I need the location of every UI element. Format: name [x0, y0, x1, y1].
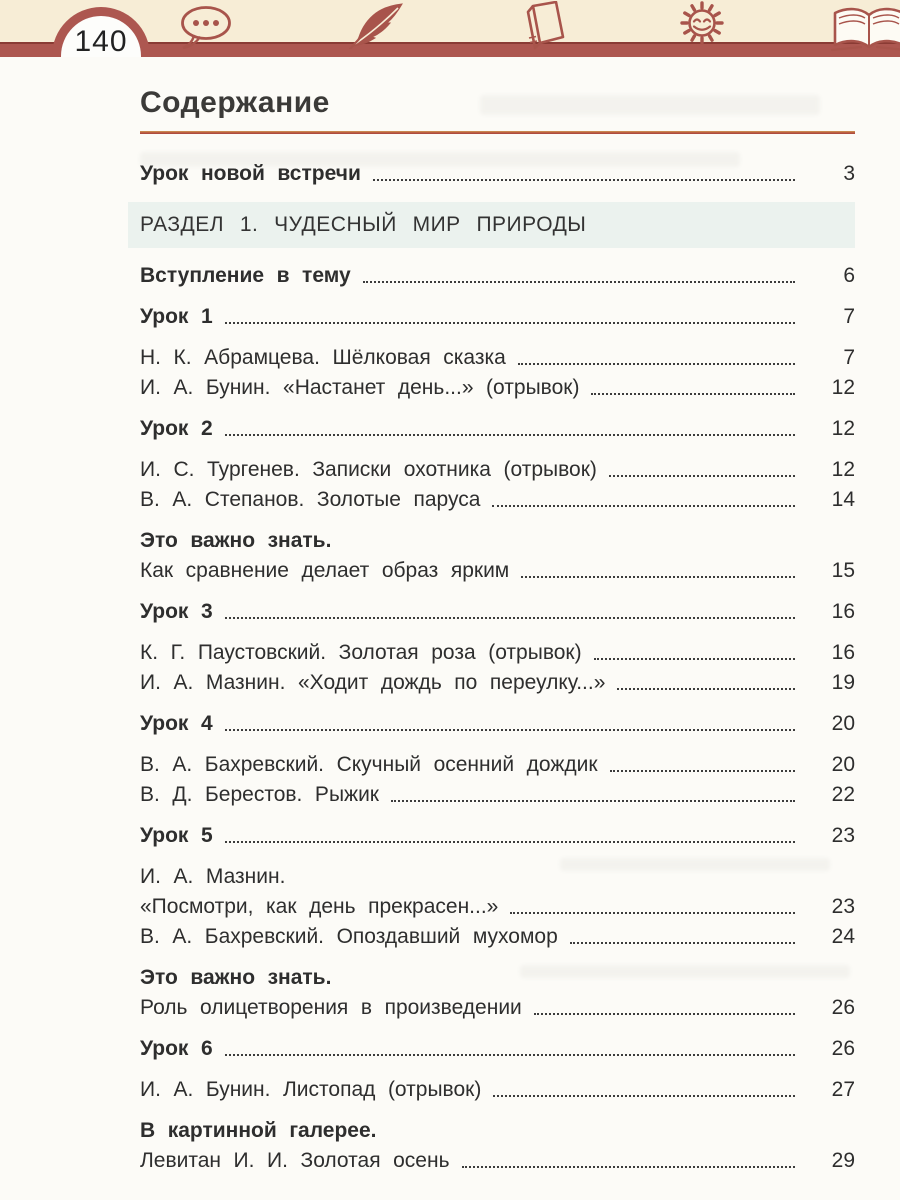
toc-entry-page: 6 — [843, 264, 855, 287]
toc-entry-label: В. Д. Берестов. Рыжик — [140, 783, 379, 806]
toc-row — [140, 261, 855, 291]
title-rule — [140, 131, 855, 134]
toc-entry-label: К. Г. Паустовский. Золотая роза (отрывок) — [140, 641, 582, 664]
toc-row — [140, 1075, 855, 1105]
toc-row — [140, 638, 855, 668]
toc-entry-page: 15 — [831, 559, 855, 582]
toc-entry-page: 3 — [843, 162, 855, 185]
dot-leader — [462, 1166, 795, 1168]
toc-entry-label: В. А. Бахревский. Скучный осенний дождик — [140, 753, 598, 776]
toc-row — [140, 556, 855, 586]
dot-leader — [225, 1054, 795, 1056]
toc-entry-page: 16 — [831, 641, 855, 664]
dot-leader — [225, 617, 795, 619]
dot-leader — [225, 841, 795, 843]
page-title: Содержание — [140, 86, 330, 119]
toc-entry-label: И. А. Мазнин. — [140, 865, 286, 888]
dot-leader — [225, 729, 795, 731]
dot-leader — [609, 475, 795, 477]
feather-icon — [348, 3, 408, 49]
dot-leader — [521, 576, 795, 578]
speech-bubble-icon — [178, 5, 234, 49]
toc-entry-label: Урок новой встречи — [140, 162, 361, 185]
toc-entry-page: 20 — [831, 753, 855, 776]
toc-entry-page: 26 — [831, 1037, 855, 1060]
toc-row — [140, 963, 855, 993]
toc-entry-page: 12 — [831, 376, 855, 399]
toc-row — [140, 159, 855, 189]
toc-entry-label: В картинной галерее. — [140, 1119, 377, 1142]
dot-leader — [492, 505, 795, 507]
toc-list — [140, 159, 855, 1176]
dot-leader — [510, 912, 795, 914]
toc-row — [140, 862, 855, 892]
toc-row — [140, 668, 855, 698]
toc-entry-page: 14 — [831, 488, 855, 511]
toc-row — [140, 485, 855, 515]
toc-row — [140, 1034, 855, 1064]
toc-entry-label: И. А. Бунин. Листопад (отрывок) — [140, 1078, 482, 1101]
dot-leader — [617, 688, 795, 690]
toc-section-heading: РАЗДЕЛ 1. ЧУДЕСНЫЙ МИР ПРИРОДЫ — [128, 202, 855, 248]
toc-entry-page: 19 — [831, 671, 855, 694]
toc-row — [140, 993, 855, 1023]
toc-entry-page: 16 — [831, 600, 855, 623]
toc-entry-page: 27 — [831, 1078, 855, 1101]
toc-entry-page: 22 — [831, 783, 855, 806]
toc-entry-label: Левитан И. И. Золотая осень — [140, 1149, 450, 1172]
toc-row — [140, 373, 855, 403]
toc-entry-label: Роль олицетворения в произведении — [140, 996, 522, 1019]
toc-entry-page: 26 — [831, 996, 855, 1019]
dot-leader — [225, 322, 795, 324]
toc-entry-page: 23 — [831, 895, 855, 918]
sun-icon — [678, 0, 726, 47]
toc-entry-page: 7 — [843, 305, 855, 328]
toc-entry-label: В. А. Степанов. Золотые паруса — [140, 488, 481, 511]
toc-row — [140, 821, 855, 851]
toc-entry-page: 12 — [831, 417, 855, 440]
dot-leader — [570, 942, 795, 944]
toc-entry-label: Это важно знать. — [140, 529, 332, 552]
dot-leader — [391, 800, 795, 802]
toc-entry-label: Вступление в тему — [140, 264, 351, 287]
toc-row — [140, 750, 855, 780]
toc-entry-page: 24 — [831, 925, 855, 948]
toc-row — [140, 1116, 855, 1146]
toc-row — [140, 892, 855, 922]
closed-book-icon — [518, 1, 572, 51]
toc-entry-label: Урок 1 — [140, 305, 213, 328]
toc-entry-label: Урок 3 — [140, 600, 213, 623]
page-number-arch — [52, 7, 150, 57]
toc-entry-label: «Посмотри, как день прекрасен...» — [140, 895, 499, 918]
toc-row — [140, 455, 855, 485]
toc-entry-label: И. А. Бунин. «Настанет день...» (отрывок) — [140, 376, 580, 399]
page-content — [140, 86, 855, 1176]
toc-entry-page: 7 — [843, 346, 855, 369]
toc-entry-label: Урок 4 — [140, 712, 213, 735]
toc-entry-label: Урок 2 — [140, 417, 213, 440]
toc-row — [140, 302, 855, 332]
toc-entry-page: 20 — [831, 712, 855, 735]
toc-row — [140, 343, 855, 373]
dot-leader — [591, 393, 795, 395]
dot-leader — [534, 1013, 795, 1015]
dot-leader — [610, 770, 795, 772]
page-number: 140 — [74, 25, 128, 57]
dot-leader — [225, 434, 795, 436]
toc-entry-label: И. С. Тургенев. Записки охотника (отрывок) — [140, 458, 597, 481]
toc-entry-label: И. А. Мазнин. «Ходит дождь по переулку...» — [140, 671, 606, 694]
toc-entry-page: 29 — [831, 1149, 855, 1172]
toc-entry-page: 12 — [831, 458, 855, 481]
toc-row — [140, 414, 855, 444]
open-book-icon — [830, 3, 900, 53]
toc-entry-label: Урок 6 — [140, 1037, 213, 1060]
toc-entry-label: Урок 5 — [140, 824, 213, 847]
toc-row — [140, 526, 855, 556]
toc-row — [140, 597, 855, 627]
toc-row — [140, 922, 855, 952]
toc-entry-page: 23 — [831, 824, 855, 847]
toc-entry-label: Это важно знать. — [140, 966, 332, 989]
toc-row — [140, 709, 855, 739]
dot-leader — [594, 658, 795, 660]
toc-row — [140, 780, 855, 810]
toc-row — [140, 1146, 855, 1176]
dot-leader — [518, 363, 795, 365]
toc-entry-label: Как сравнение делает образ ярким — [140, 559, 510, 582]
page-header — [0, 0, 900, 57]
dot-leader — [493, 1095, 795, 1097]
dot-leader — [373, 179, 795, 181]
toc-entry-label: Н. К. Абрамцева. Шёлковая сказка — [140, 346, 506, 369]
dot-leader — [363, 281, 795, 283]
toc-entry-label: В. А. Бахревский. Опоздавший мухомор — [140, 925, 558, 948]
